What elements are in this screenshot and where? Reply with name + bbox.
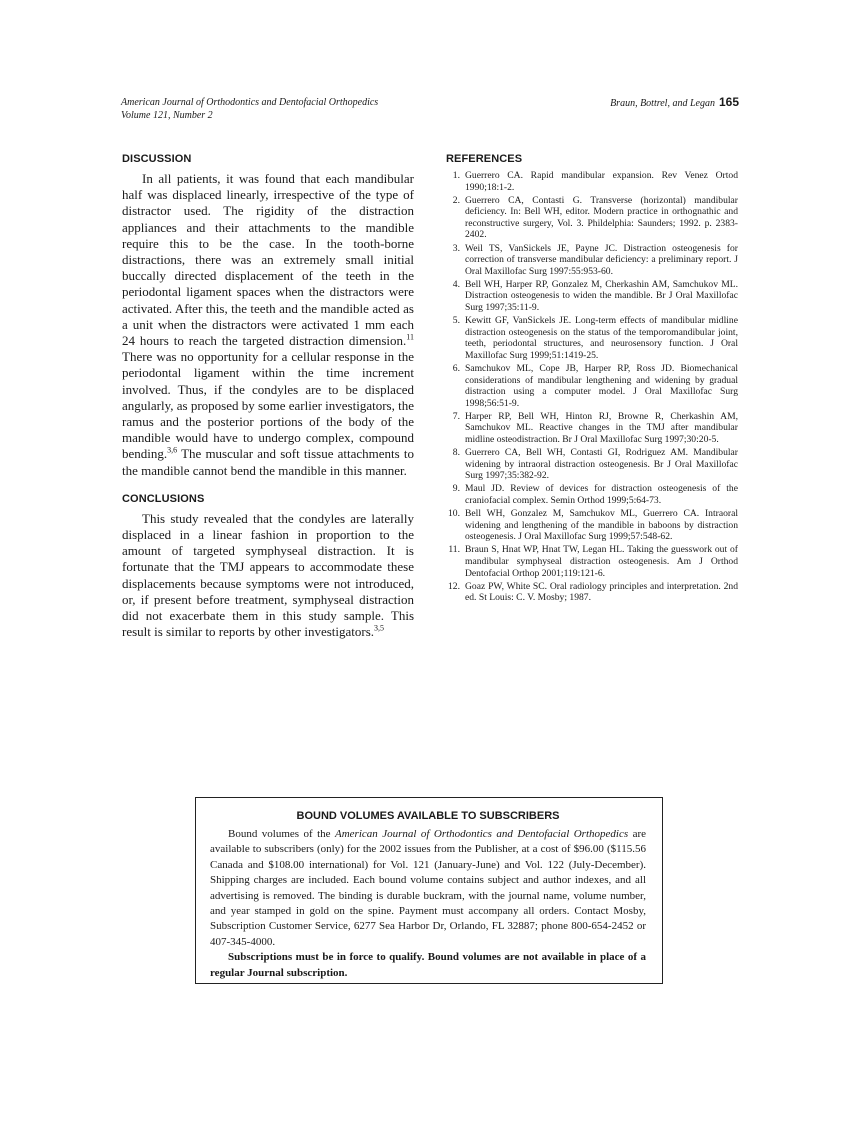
notice-text-2: are available to subscribers (only) for the 2002 issues from the Publisher, at a cost of $96.00 ($115.56 Canada and $108.00 international) for Vol. 121 (January-June) and Vol. 122 (July-December). Shipping charges are included. Each bound volume contains subject and author indexes, and all advertising is removed. The binding is durable buckram, with the journal name, volume number, and year stamped in gold on the spine. Payment must accompany all orders. Contact Mosby, Subscription Customer Service, 6277 Sea Harbor Dr, Orlando, FL 32887; phone 800-654-2452 or 407-345-4000. [210, 828, 647, 948]
reference-number: 5. [452, 315, 460, 327]
reference-number: 8. [452, 447, 460, 459]
reference-item [446, 315, 738, 361]
reference-text: Braun S, Hnat WP, Hnat TW, Legan HL. Taking the guesswork out of mandibular symphyseal distraction osteogenesis. Am J Orthod Dentofacial Orthop 2001;119:121-6. [465, 544, 738, 579]
reference-number: 3. [452, 242, 460, 254]
citation-11[interactable]: 11 [406, 332, 414, 342]
reference-text: Goaz PW, White SC. Oral radiology principles and interpretation. 2nd ed. St Louis: C. V. Mosby; 1987. [465, 580, 738, 604]
conclusions-section [122, 493, 414, 641]
notice-paragraph [210, 827, 646, 950]
running-head-right [610, 96, 739, 110]
notice-journal-name: American Journal of Orthodontics and Dentofacial Orthopedics [335, 828, 629, 840]
reference-item [446, 411, 738, 446]
reference-text: Harper RP, Bell WH, Hinton RJ, Browne R, Cherkashin AM, Samchukov ML. Reactive changes in the TMJ after mandibular midline osteodistraction. Br J Oral Maxillofac Surg 1997;30:20-5. [465, 410, 738, 446]
running-head-left [121, 96, 378, 122]
reference-item [446, 581, 738, 604]
reference-text: Samchukov ML, Cope JB, Harper RP, Ross JD. Biomechanical considerations of mandibular lengthening and widening by gradual distraction using a computer model. J Oral Maxillofac Surg 1998;56:51-9. [465, 363, 738, 409]
reference-number: 10. [448, 508, 460, 520]
reference-item [446, 483, 738, 506]
conclusions-text: This study revealed that the condyles are laterally displaced in a linear fashion in proportion to the amount of targeted symphyseal distraction. It is fortunate that the TMJ appears to accommodate these displacements because symptoms were not introduced, or, if present before treatment, symphyseal distraction did not exacerbate them in this study sample. This result is similar to reports by other investigators. [122, 510, 414, 640]
reference-number: 4. [452, 278, 460, 290]
volume-issue: Volume 121, Number 2 [121, 110, 213, 121]
citation-3-5[interactable]: 3,5 [374, 623, 385, 633]
reference-item [446, 195, 738, 241]
conclusions-heading: CONCLUSIONS [122, 492, 205, 505]
journal-title: American Journal of Orthodontics and Dentofacial Orthopedics [121, 97, 379, 108]
reference-list [446, 170, 738, 604]
reference-number: 6. [452, 363, 460, 374]
references-heading: REFERENCES [446, 153, 523, 165]
notice-title: BOUND VOLUMES AVAILABLE TO SUBSCRIBERS [296, 810, 560, 822]
reference-item [446, 279, 738, 314]
reference-item [446, 544, 738, 579]
reference-item [446, 170, 738, 193]
reference-text: Guerrero CA, Contasti G. Transverse (horizontal) mandibular deficiency. In: Bell WH, editor. Modern practice in orthognathic and reconstructive surgery, Vol. 3. Phildelphia: Saunders; 1992. p. 2383-2402. [465, 194, 738, 241]
reference-text: Kewitt GF, VanSickels JE. Long-term effects of mandibular midline distraction osteogenesis on the status of the temporomandibular joint, teeth, periodontal structures, and neurosensory function. J Oral Maxillofac Surg 1999;51:1419-25. [465, 315, 738, 361]
reference-text: Bell WH, Gonzalez M, Samchukov ML, Guerrero CA. Intraoral widening and lengthening of the mandible in baboons by distraction osteogenesis. J Oral Maxillofac Surg 1999;57:548-62. [465, 508, 738, 543]
reference-number: 11. [448, 544, 460, 556]
discussion-text-2: There was no opportunity for a cellular response in the periodontal ligament within the time increment involved. Thus, if the condyles are to be displaced angularly, as proposed by some earlier investigators, the ramus and the posterior portions of the body of the mandible would have to undergo complex, compound bending. [122, 349, 414, 462]
references-section [446, 153, 738, 604]
reference-number: 12. [448, 580, 460, 592]
reference-number: 9. [452, 483, 460, 495]
reference-text: Bell WH, Harper RP, Gonzalez M, Cherkashin AM, Samchukov ML. Distraction osteogenesis to widen the mandible. Br J Oral Maxillofac Surg 1997;35:11-9. [465, 278, 738, 314]
reference-item [446, 447, 738, 482]
reference-text: Guerrero CA. Rapid mandibular expansion. Rev Venez Ortod 1990;18:1-2. [465, 170, 738, 193]
discussion-text-1: In all patients, it was found that each mandibular half was displaced linearly, irrespective of the type of distractor used. The rigidity of the distraction appliances and their attachments to the mandible require this to be the case. In the tooth-borne distractions, there was an extremely small initial buccally directed displacement of the teeth in the periodontal ligament spaces when the distractors were activated. After this, the teeth and the mandible acted as a unit when the distractors were activated 1 mm each 24 hours to reach the targeted distraction dimension. [122, 171, 414, 349]
left-column [122, 153, 414, 654]
reference-item [446, 363, 738, 409]
reference-text: Weil TS, VanSickels JE, Payne JC. Distraction osteogenesis for correction of transverse mandibular deficiency: a preliminary report. J Oral Maxillofac Surg 1997:55:953-60. [465, 242, 738, 277]
right-column [446, 153, 738, 605]
reference-number: 2. [452, 194, 460, 206]
conclusions-paragraph [122, 511, 414, 641]
discussion-paragraph [122, 171, 414, 479]
notice-text-1: Bound volumes of the [228, 828, 336, 840]
discussion-section [122, 153, 414, 479]
citation-3-6[interactable]: 3,6 [167, 446, 178, 456]
reference-item [446, 243, 738, 278]
discussion-text-3: The muscular and soft tissue attachments to the mandible cannot bend the mandible in this manner. [122, 446, 414, 478]
author-names: Braun, Bottrel, and Legan [610, 98, 715, 109]
reference-text: Guerrero CA, Bell WH, Contasti GI, Rodriguez AM. Mandibular widening by intraoral distraction osteogenesis. Br J Oral Maxillofac Surg 1997;35:382-92. [465, 447, 738, 482]
reference-text: Maul JD. Review of devices for distraction osteogenesis of the craniofacial complex. Semin Orthod 1999;5:64-73. [465, 483, 738, 507]
page-number: 165 [718, 95, 739, 109]
reference-number: 7. [452, 410, 460, 422]
bound-volumes-notice [195, 797, 663, 984]
reference-number: 1. [452, 170, 460, 181]
reference-item [446, 508, 738, 543]
notice-bold-paragraph: Subscriptions must be in force to qualify. Bound volumes are not available in place of a regular Journal subscription. [210, 951, 646, 979]
discussion-heading: DISCUSSION [122, 153, 192, 165]
